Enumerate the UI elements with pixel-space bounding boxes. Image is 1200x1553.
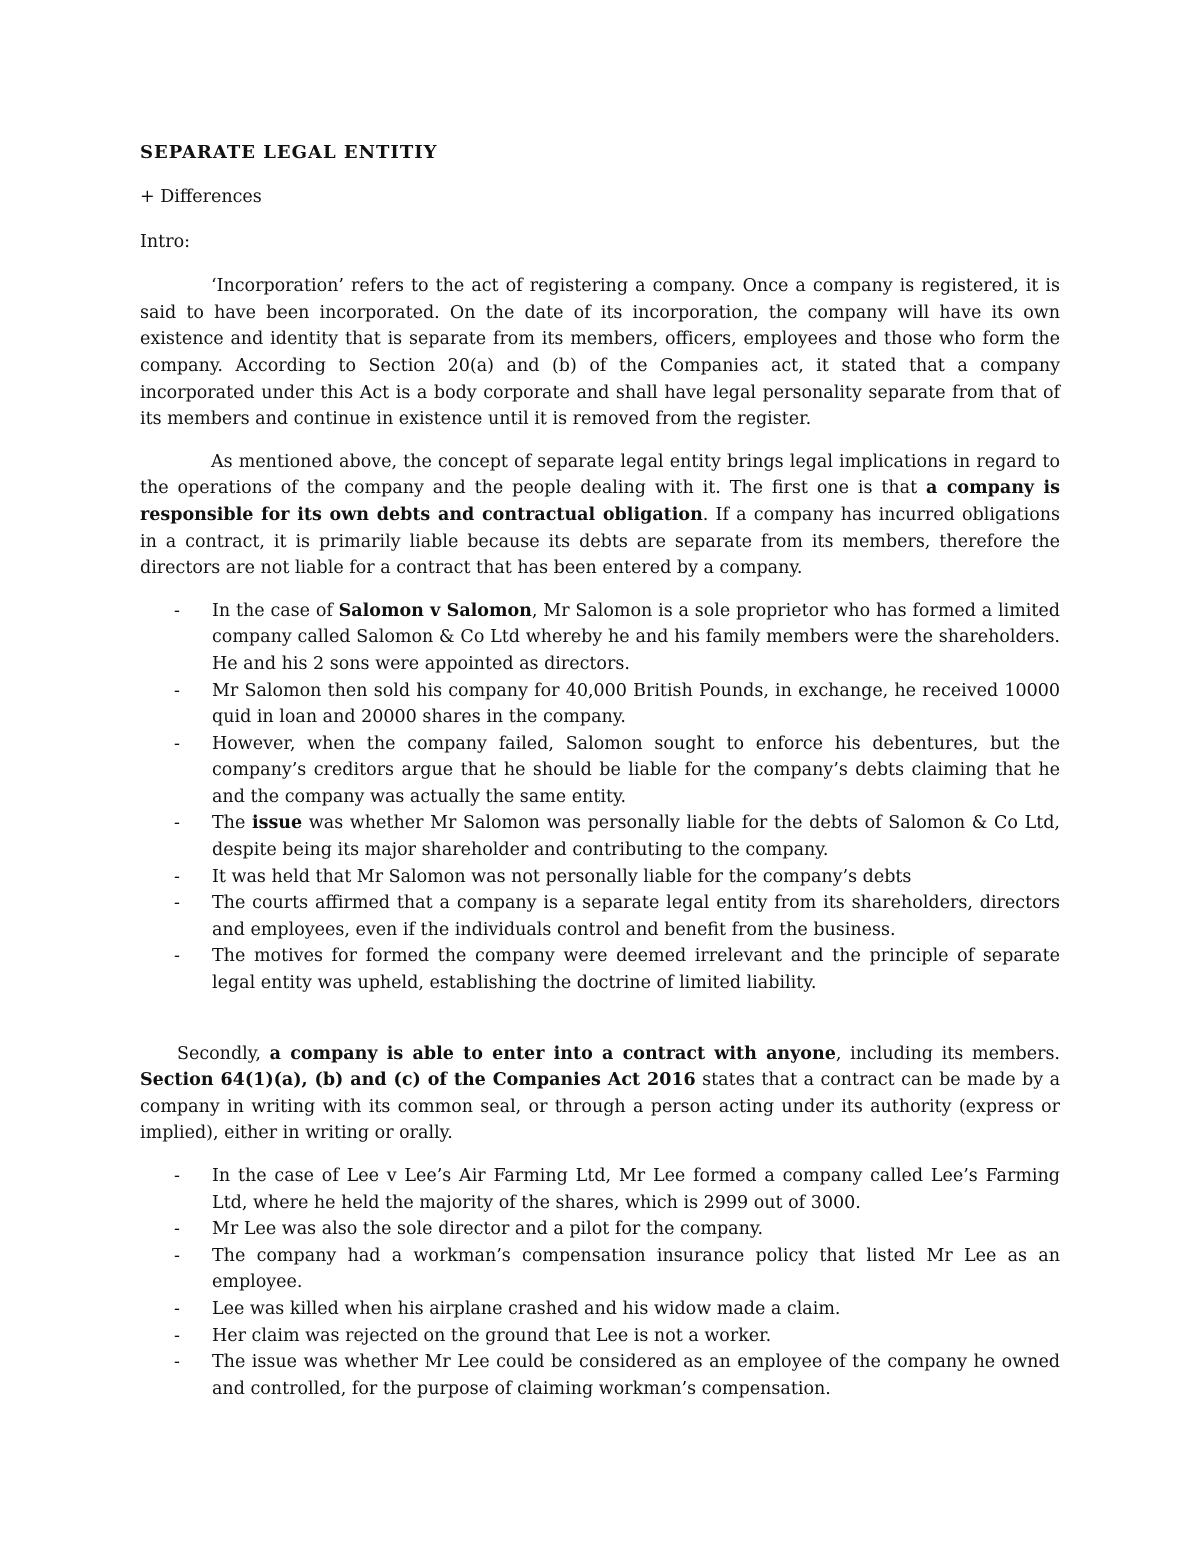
dash-bullet: -: [174, 680, 180, 701]
list-item: [140, 890, 1060, 943]
list-item: [140, 1296, 1060, 1323]
list-item: [140, 943, 1060, 996]
dash-bullet: -: [174, 946, 180, 967]
text-run: The: [212, 813, 252, 834]
document-page: [140, 140, 1060, 1418]
dash-bullet: -: [174, 600, 180, 621]
text-run: However, when the company failed, Salomon sought to enforce his debentures, but the company’s creditors argue that he should be liable for the company’s debts claiming that he and the company was actually the same entity.: [212, 733, 1060, 807]
subtitle-line: + Differences: [140, 187, 262, 207]
dash-bullet: -: [174, 1298, 180, 1319]
text-run: Mr Salomon then sold his company for 40,000 British Pounds, in exchange, he received 10000 quid in loan and 20000 shares in the company.: [212, 680, 1060, 728]
bold-phrase: Section 64(1)(a), (b) and (c) of the Companies Act 2016: [140, 1070, 696, 1091]
dash-bullet: -: [174, 1219, 180, 1240]
blank-line: [140, 1013, 1060, 1041]
text-run: The company had a workman’s compensation insurance policy that listed Mr Lee as an employee.: [212, 1245, 1060, 1293]
paragraph-incorporation: ‘Incorporation’ refers to the act of registering a company. Once a company is registered, it is said to have been incorporated. On the date of its incorporation, the company will have its own existence and identity that is separate from its members, officers, employees and those who form the company. According to Section 20(a) and (b) of the Companies act, it stated that a company incorporated under this Act is a body corporate and shall have legal personality separate from that of its members and continue in existence until it is removed from the register.: [140, 276, 1060, 430]
list-item: [140, 1243, 1060, 1296]
document-title: SEPARATE LEGAL ENTITIY: [140, 142, 438, 163]
text-run: As mentioned above, the concept of separate legal entity brings legal implications in regard to the operations of the company and the people dealing with it. The first one is that: [140, 451, 1060, 499]
list-item: [140, 678, 1060, 731]
intro-label: Intro:: [140, 231, 191, 252]
text-run: In the case of Lee v Lee’s Air Farming Ltd, Mr Lee formed a company called Lee’s Farming Ltd, where he held the majority of the shares, which is 2999 out of 3000.: [212, 1166, 1060, 1213]
text-run: states that a contract can be made by a company in writing with its common seal, or through a person acting under its authority (express or implied), either in writing or orally.: [140, 1070, 1060, 1144]
dash-bullet: -: [174, 1325, 180, 1346]
bold-phrase: Salomon v Salomon: [338, 600, 532, 621]
dash-bullet: -: [174, 1245, 180, 1266]
list-item: [140, 810, 1060, 863]
bold-phrase: a company is able to enter into a contract with anyone: [269, 1043, 836, 1064]
salomon-case-list: [140, 598, 1060, 997]
dash-bullet: -: [174, 733, 180, 754]
list-item: [140, 1216, 1060, 1243]
text-run: . If a company has incurred obligations in a contract, it is primarily liable because its debts are separate from its members, therefore the directors are not liable for a contract that has been entered by a company.: [140, 504, 1060, 579]
text-run: It was held that Mr Salomon was not personally liable for the company’s debts: [212, 866, 912, 887]
dash-bullet: -: [174, 1166, 180, 1186]
list-item: [140, 731, 1060, 811]
text-run: Her claim was rejected on the ground that Lee is not a worker.: [212, 1325, 772, 1346]
dash-bullet: -: [174, 1352, 180, 1373]
text-run: The courts affirmed that a company is a separate legal entity from its shareholders, directors and employees, even if the individuals control and benefit from the business.: [212, 893, 1060, 940]
list-item: [140, 1163, 1060, 1216]
text-run: Lee was killed when his airplane crashed and his widow made a claim.: [212, 1298, 841, 1319]
text-run: Secondly,: [177, 1043, 270, 1064]
text-run: Mr Lee was also the sole director and a pilot for the company.: [212, 1219, 764, 1240]
text-run: , Mr Salomon is a sole proprietor who has formed a limited company called Salomon & Co Ltd whereby he and his family members were the shareholders. He and his 2 sons were appointed as directors.: [212, 600, 1060, 674]
text-run: The motives for formed the company were deemed irrelevant and the principle of separate legal entity was upheld, establishing the doctrine of limited liability.: [212, 946, 1060, 994]
list-item: [140, 598, 1060, 678]
bold-phrase: a company is responsible for its own debts and contractual obligation: [140, 478, 1061, 525]
paragraph-contracts: [140, 1041, 1060, 1147]
text-run: , including its members.: [835, 1043, 1060, 1064]
dash-bullet: -: [174, 813, 180, 834]
list-item: [140, 1323, 1060, 1350]
text-run: In the case of: [212, 600, 339, 621]
lee-case-list: [140, 1163, 1060, 1402]
dash-bullet: -: [174, 866, 180, 887]
dash-bullet: -: [174, 893, 180, 914]
text-run: was whether Mr Salomon was personally liable for the debts of Salomon & Co Ltd, despite being its major shareholder and contributing to the company.: [212, 813, 1060, 861]
bold-phrase: issue: [251, 813, 303, 834]
list-item: [140, 864, 1060, 891]
text-run: The issue was whether Mr Lee could be considered as an employee of the company he owned and controlled, for the purpose of claiming workman’s compensation.: [212, 1352, 1060, 1399]
list-item: [140, 1349, 1060, 1402]
paragraph-implications: [140, 449, 1060, 582]
